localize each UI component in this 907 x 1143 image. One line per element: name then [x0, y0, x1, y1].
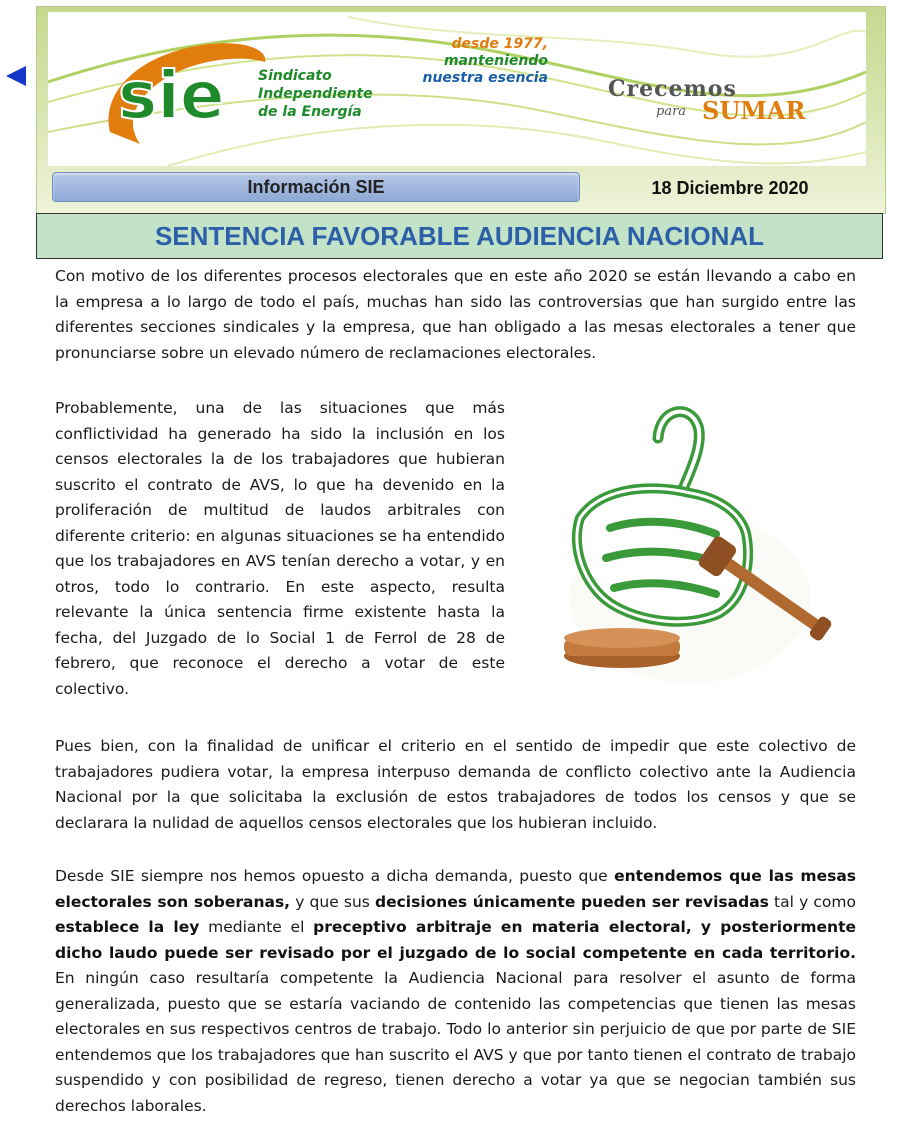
article-paragraph-2: Probablemente, una de las situaciones que más conflictividad ha generado ha sido la inclusión en los censos electorales la de los trabajadores que hubieran suscrito el contrato de AVS, lo que ha devenido en la proliferación de multitud de laudos arbitrales con diferente criterio: en algunas situaciones se ha entendido que los trabajadores en AVS tenían derecho a votar, y en otros, todo lo contrario. En este aspecto, resulta relevante la única sentencia firme existente hasta la fecha, del Juzgado de lo Social 1 de Ferrol de 28 de febrero, que reconoce el derecho a votar de este colectivo. [55, 399, 505, 698]
slogan-word-crecemos: Crecemos [608, 76, 737, 102]
bold-text-run: decisiones únicamente pueden ser revisadas [375, 892, 769, 911]
article-title: SENTENCIA FAVORABLE AUDIENCIA NACIONAL [154, 221, 765, 251]
org-name-line: de la Energía [258, 104, 362, 120]
article-paragraph-4 [55, 864, 856, 1119]
motto-line: manteniendo [443, 53, 548, 69]
org-name-line: Sindicato [258, 68, 332, 84]
header-banner [48, 12, 866, 166]
title-box [36, 213, 883, 259]
slogan-word-para: para [656, 104, 687, 119]
bold-text-run: establece la ley [55, 918, 200, 936]
thumbs-up-gavel-icon [540, 398, 850, 698]
info-bar [52, 172, 580, 202]
article-paragraph-1: Con motivo de los diferentes procesos electorales que en este año 2020 se están llevando a cabo en la empresa a lo largo de todo el país, muchas han sido las controversias que han surgido entre las diferentes secciones sindicales y la empresa, que han obligado a las mesas electorales a tener que pronunciarse sobre un elevado número de reclamaciones electorales. [55, 267, 856, 362]
text-run: tal y como [768, 892, 856, 911]
previous-page-arrow-icon[interactable] [6, 66, 26, 86]
bold-text-run: entendemos que las mesas electorales son soberanas, [55, 867, 857, 911]
issue-date: 18 Diciembre 2020 [651, 178, 809, 198]
sie-logo [100, 32, 270, 152]
text-run: En ningún caso resultaría competente la Audiencia Nacional para resolver el asunto de forma generalizada, puesto que se estaría vaciando de contenido las competencias que tienen las mesas electorales en sus respectivos centros de trabajo. Todo lo anterior sin perjuicio de que por parte de SIE entendemos que los trabajadores que han suscrito el AVS y que por tanto tienen el contrato de trabajo suspendido y con posibilidad de regreso, tienen derecho a votar ya que se negocian también sus derechos laborales. [55, 969, 856, 1115]
slogan-word-sumar: SUMAR [702, 96, 806, 125]
article-paragraph-3: Pues bien, con la finalidad de unificar el criterio en el sentido de impedir que este colectivo de trabajadores pudiera votar, la empresa interpuso demanda de conflicto colectivo ante la Audiencia Nacional por la que solicitaba la exclusión de estos trabajadores de todos los censos y que se declarara la nulidad de aquellos censos electorales que los hubieran incluido. [55, 737, 856, 832]
text-run: y que sus [290, 892, 376, 911]
text-run: mediante el [199, 918, 314, 936]
bold-text-run: preceptivo arbitraje en materia electoral, y posteriormente dicho laudo puede ser revisado por el juzgado de lo social competente en cada territorio. [55, 918, 857, 962]
text-run: Desde SIE siempre nos hemos opuesto a dicha demanda, puesto que [55, 867, 615, 885]
sie-logo-text: sie [118, 57, 225, 134]
org-name-line: Independiente [258, 86, 373, 102]
motto-line: desde 1977, [451, 36, 548, 52]
motto-line: nuestra esencia [422, 70, 548, 86]
motto [398, 36, 548, 87]
info-label: Información SIE [247, 177, 385, 197]
organization-name [258, 67, 373, 121]
